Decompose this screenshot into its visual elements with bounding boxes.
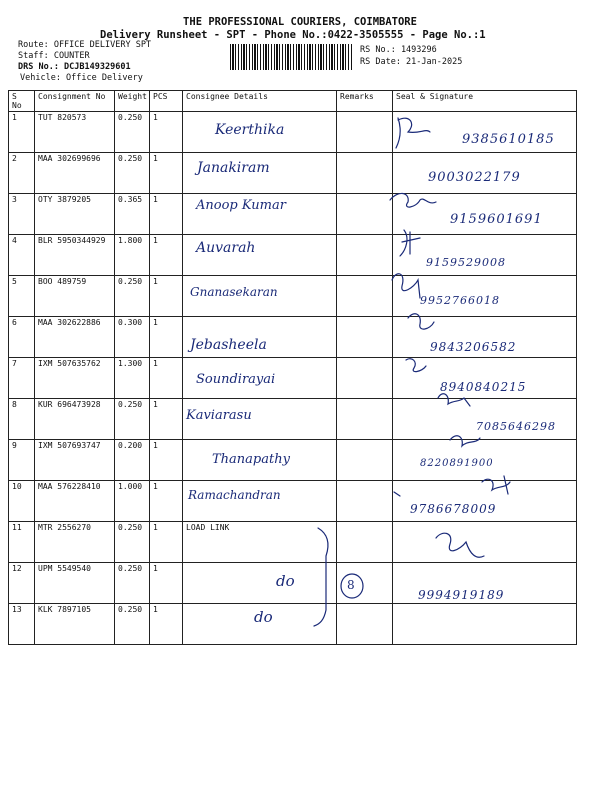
cell-weight: 0.250 bbox=[115, 399, 150, 440]
handwritten-phone: 9003022179 bbox=[428, 170, 521, 185]
cell-weight: 0.250 bbox=[115, 153, 150, 194]
signature-5 bbox=[392, 274, 420, 298]
table-header-row bbox=[9, 91, 577, 112]
cell-consignment: MTR 2556270 bbox=[35, 522, 115, 563]
cell-sno: 10 bbox=[9, 481, 35, 522]
cell-weight: 1.300 bbox=[115, 358, 150, 399]
barcode bbox=[230, 44, 352, 70]
cell-sno: 2 bbox=[9, 153, 35, 194]
handwritten-phone: 9786678009 bbox=[410, 502, 497, 516]
cell-consignment: KLK 7897105 bbox=[35, 604, 115, 645]
cell-weight: 0.250 bbox=[115, 563, 150, 604]
cell-consignment: BLR 5950344929 bbox=[35, 235, 115, 276]
cell-consignment: MAA 576228410 bbox=[35, 481, 115, 522]
cell-pcs: 1 bbox=[150, 276, 183, 317]
cell-sno: 4 bbox=[9, 235, 35, 276]
handwritten-name: Thanapathy bbox=[212, 452, 290, 467]
signature-1 bbox=[396, 118, 430, 148]
cell-sno: 9 bbox=[9, 440, 35, 481]
cell-weight: 1.000 bbox=[115, 481, 150, 522]
cell-sno: 1 bbox=[9, 112, 35, 153]
cell-weight: 0.250 bbox=[115, 112, 150, 153]
handwritten-phone: 8220891900 bbox=[420, 458, 494, 469]
signature-4 bbox=[400, 230, 420, 256]
cell-weight: 0.365 bbox=[115, 194, 150, 235]
cell-sno: 13 bbox=[9, 604, 35, 645]
handwritten-ditto: do bbox=[254, 608, 273, 626]
handwritten-phone: 9952766018 bbox=[420, 294, 500, 307]
col-signature: Seal & Signature bbox=[393, 91, 577, 112]
company-title: THE PROFESSIONAL COURIERS, COIMBATORE bbox=[183, 16, 417, 28]
col-consignee: Consignee Details bbox=[183, 91, 337, 112]
handwritten-phone: 9385610185 bbox=[462, 132, 555, 147]
signature-7 bbox=[406, 359, 426, 372]
handwritten-phone: 8940840215 bbox=[440, 380, 527, 394]
cell-sno: 12 bbox=[9, 563, 35, 604]
cell-consignment: IXM 507635762 bbox=[35, 358, 115, 399]
cell-consignment: BOO 489759 bbox=[35, 276, 115, 317]
runsheet-title: Delivery Runsheet - SPT - Phone No.:0422-3505555 - Page No.:1 bbox=[100, 29, 486, 41]
rs-date: RS Date: 21-Jan-2025 bbox=[360, 57, 463, 67]
col-sno: S No bbox=[9, 91, 35, 112]
cell-sno: 6 bbox=[9, 317, 35, 358]
ditto-bracket bbox=[300, 520, 370, 630]
handwritten-phone: 9159529008 bbox=[426, 256, 506, 269]
signature-8 bbox=[438, 394, 470, 406]
cell-pcs: 1 bbox=[150, 194, 183, 235]
handwritten-name: Janakiram bbox=[197, 160, 270, 176]
circled-number: 8 bbox=[347, 578, 355, 592]
cell-weight: 0.250 bbox=[115, 604, 150, 645]
col-remarks: Remarks bbox=[337, 91, 393, 112]
col-consignment: Consignment No bbox=[35, 91, 115, 112]
cell-consignment: MAA 302699696 bbox=[35, 153, 115, 194]
cell-pcs: 1 bbox=[150, 112, 183, 153]
cell-consignment: UPM 5549540 bbox=[35, 563, 115, 604]
cell-pcs: 1 bbox=[150, 604, 183, 645]
cell-pcs: 1 bbox=[150, 317, 183, 358]
cell-pcs: 1 bbox=[150, 481, 183, 522]
signature-dot bbox=[394, 492, 400, 496]
signature-12 bbox=[436, 533, 484, 557]
route-label: Route: OFFICE DELIVERY SPT bbox=[18, 40, 152, 50]
cell-sno: 7 bbox=[9, 358, 35, 399]
cell-sno: 3 bbox=[9, 194, 35, 235]
cell-consignment: TUT 820573 bbox=[35, 112, 115, 153]
col-pcs: PCS bbox=[150, 91, 183, 112]
cell-pcs: 1 bbox=[150, 399, 183, 440]
cell-consignment: KUR 696473928 bbox=[35, 399, 115, 440]
handwritten-name: Soundirayai bbox=[196, 372, 276, 387]
cell-weight: 0.300 bbox=[115, 317, 150, 358]
cell-weight: 0.250 bbox=[115, 276, 150, 317]
handwritten-name: Ramachandran bbox=[188, 488, 281, 502]
signature-scribbles bbox=[380, 110, 580, 650]
cell-pcs: 1 bbox=[150, 235, 183, 276]
handwritten-ditto: do bbox=[276, 572, 295, 590]
handwritten-phone: 9994919189 bbox=[418, 588, 505, 602]
signature-10 bbox=[482, 476, 510, 494]
drs-number: DRS No.: DCJB149329601 bbox=[18, 62, 131, 72]
cell-pcs: 1 bbox=[150, 440, 183, 481]
cell-weight: 1.800 bbox=[115, 235, 150, 276]
cell-consignment: IXM 507693747 bbox=[35, 440, 115, 481]
handwritten-name: Gnanasekaran bbox=[190, 285, 278, 299]
rs-number: RS No.: 1493296 bbox=[360, 45, 437, 55]
cell-sno: 8 bbox=[9, 399, 35, 440]
col-weight: Weight bbox=[115, 91, 150, 112]
handwritten-name: Keerthika bbox=[215, 122, 285, 138]
handwritten-phone: 9159601691 bbox=[450, 212, 543, 227]
handwritten-name: Jebasheela bbox=[190, 337, 267, 353]
cell-weight: 0.250 bbox=[115, 522, 150, 563]
handwritten-phone: 9843206582 bbox=[430, 340, 517, 354]
signature-6 bbox=[408, 314, 434, 329]
cell-sno: 11 bbox=[9, 522, 35, 563]
cell-consignee: LOAD LINK bbox=[183, 522, 337, 563]
vehicle-label: Vehicle: Office Delivery bbox=[20, 73, 143, 83]
cell-weight: 0.200 bbox=[115, 440, 150, 481]
handwritten-phone: 7085646298 bbox=[476, 420, 556, 433]
cell-pcs: 1 bbox=[150, 522, 183, 563]
cell-pcs: 1 bbox=[150, 153, 183, 194]
cell-consignment: OTY 3879205 bbox=[35, 194, 115, 235]
signature-9 bbox=[450, 436, 480, 446]
cell-pcs: 1 bbox=[150, 563, 183, 604]
staff-label: Staff: COUNTER bbox=[18, 51, 90, 61]
cell-sno: 5 bbox=[9, 276, 35, 317]
cell-consignment: MAA 302622886 bbox=[35, 317, 115, 358]
cell-pcs: 1 bbox=[150, 358, 183, 399]
handwritten-name: Kaviarasu bbox=[186, 408, 252, 423]
handwritten-name: Anoop Kumar bbox=[196, 198, 286, 213]
signature-3 bbox=[390, 193, 436, 207]
handwritten-name: Auvarah bbox=[196, 240, 256, 256]
